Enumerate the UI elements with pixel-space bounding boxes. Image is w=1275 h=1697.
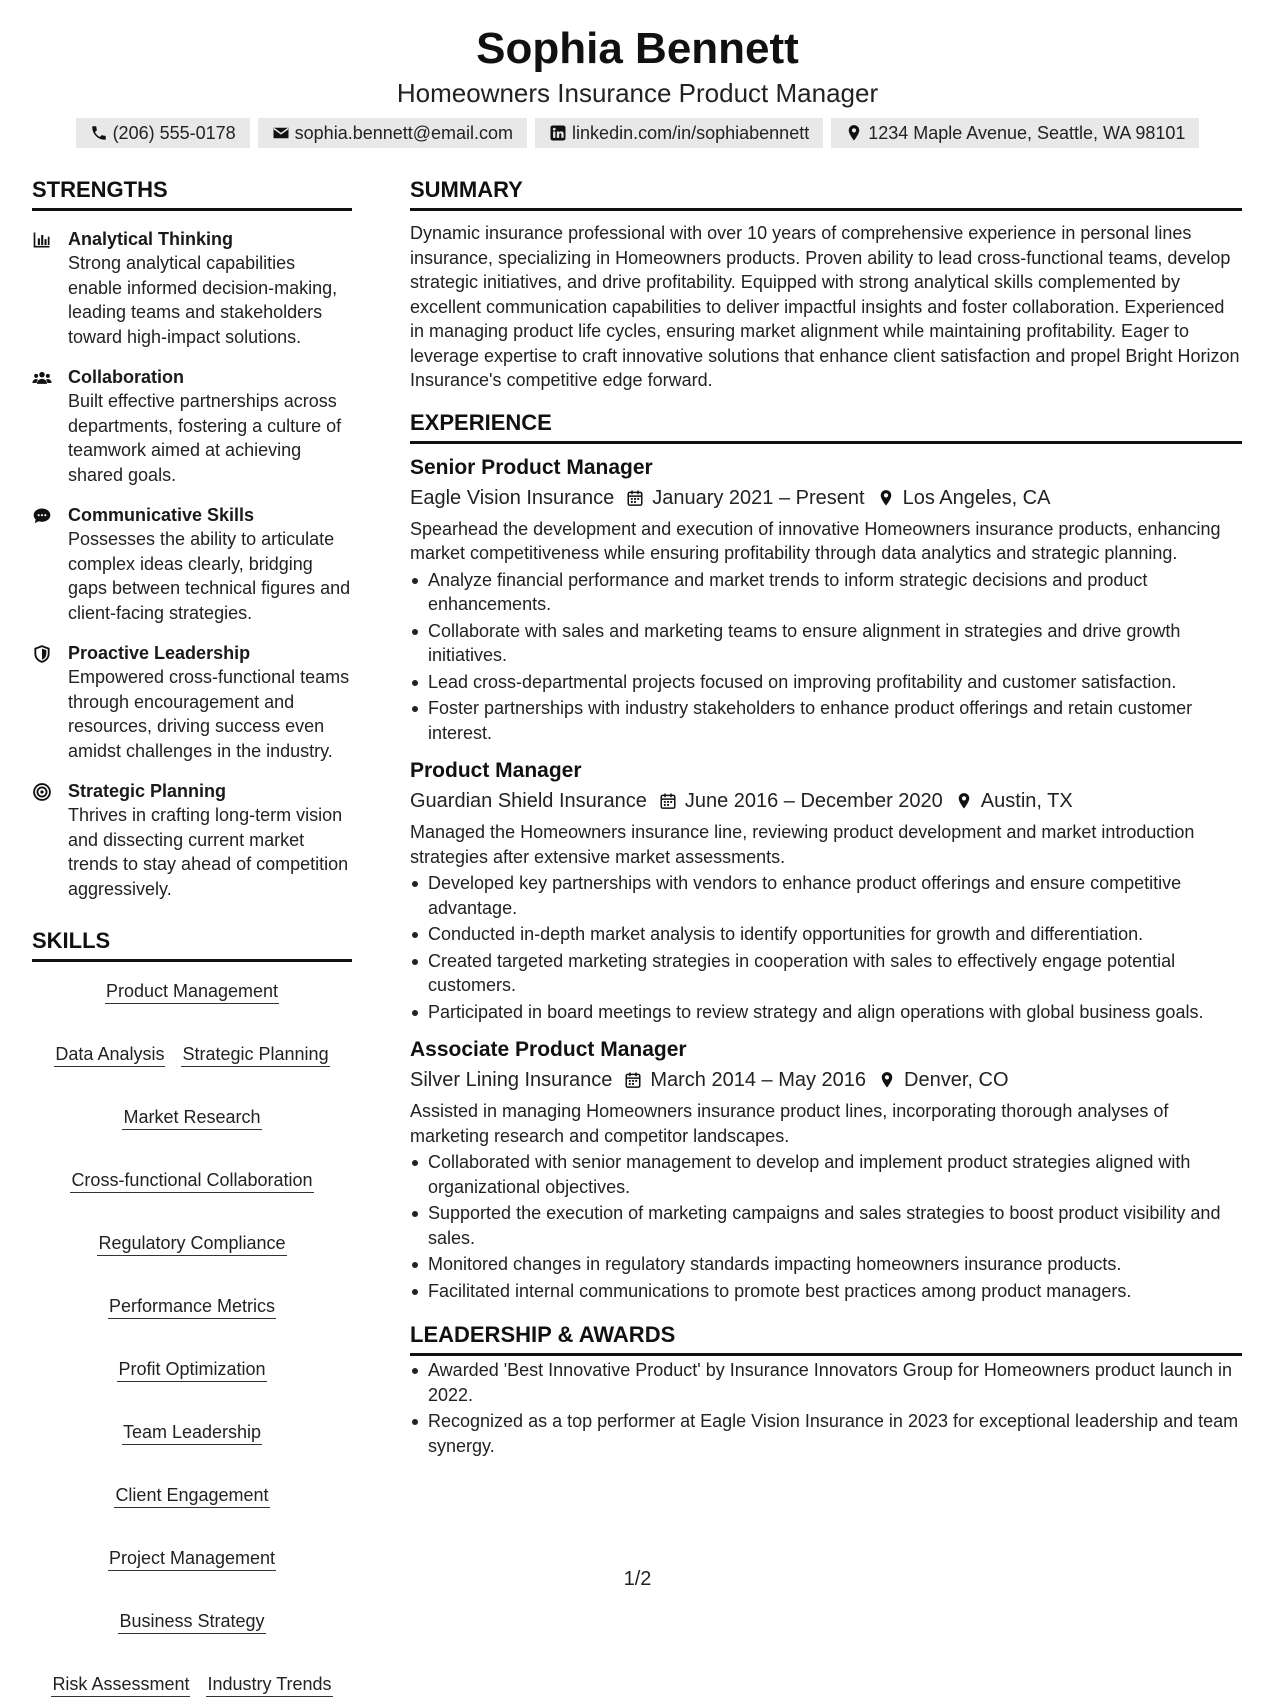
map-pin-icon (845, 124, 863, 142)
skill-tag: Cross-functional Collaboration (70, 1168, 313, 1193)
map-pin-icon (955, 792, 973, 810)
job-meta (410, 1065, 1242, 1095)
contact-bar (0, 118, 1275, 148)
job-bullet: Analyze financial performance and market trends to inform strategic decisions and product enhancements. (410, 568, 1242, 617)
skill-tag: Performance Metrics (108, 1294, 276, 1319)
skills-heading: SKILLS (32, 927, 352, 962)
job-title: Senior Product Manager (410, 455, 653, 479)
summary-heading: SUMMARY (410, 176, 1242, 211)
job-meta (410, 786, 1242, 816)
resume-header (0, 0, 1275, 148)
job-dates: March 2014 – May 2016 (650, 1069, 867, 1091)
contact-email-text: sophia.bennett@email.com (294, 123, 514, 143)
phone-icon (90, 124, 108, 142)
contact-phone[interactable] (76, 118, 250, 148)
job-company: Guardian Shield Insurance (410, 790, 647, 812)
job-bullets (410, 1150, 1242, 1303)
linkedin-icon (549, 124, 567, 142)
award-item: Recognized as a top performer at Eagle Vision Insurance in 2023 for exceptional leadership and team synergy. (410, 1409, 1242, 1458)
skill-tag: Project Management (108, 1546, 276, 1571)
strength-item (32, 641, 352, 763)
job-bullet: Monitored changes in regulatory standards impacting homeowners insurance products. (410, 1252, 1242, 1277)
skill-tag: Regulatory Compliance (97, 1231, 286, 1256)
job-bullet: Facilitated internal communications to promote best practices among product managers. (410, 1279, 1242, 1304)
contact-phone-text: (206) 555-0178 (112, 123, 236, 143)
contact-email[interactable] (258, 118, 527, 148)
job-bullet: Collaborate with sales and marketing teams to ensure alignment in strategies and drive growth initiatives. (410, 619, 1242, 668)
strength-item (32, 779, 352, 901)
job-bullet: Participated in board meetings to review strategy and align operations with global business goals. (410, 1000, 1242, 1025)
job-bullet: Foster partnerships with industry stakeholders to enhance product offerings and retain customer interest. (410, 696, 1242, 745)
job-location: Austin, TX (980, 790, 1073, 812)
calendar-icon (659, 792, 677, 810)
job-description: Managed the Homeowners insurance line, reviewing product development and market introduction strategies after extensive market assessments. (410, 822, 1195, 867)
skill-tag: Market Research (122, 1105, 261, 1130)
job-title: Product Manager (410, 759, 582, 782)
job-bullet: Created targeted marketing strategies in cooperation with sales to effectively engage potential customers. (410, 949, 1242, 998)
job-bullet: Supported the execution of marketing campaigns and sales strategies to boost product visibility and sales. (410, 1201, 1242, 1250)
skill-tag: Profit Optimization (117, 1357, 266, 1382)
skill-tag: Product Management (105, 979, 279, 1004)
job-entry (410, 1036, 1242, 1303)
strength-description: Strong analytical capabilities enable informed decision-making, leading teams and stakeholders toward high-impact solutions. (68, 253, 338, 347)
job-description: Assisted in managing Homeowners insurance product lines, incorporating thorough analyses of marketing research and competitor landscapes. (410, 1101, 1169, 1146)
awards-heading: LEADERSHIP & AWARDS (410, 1321, 1242, 1356)
job-title: Associate Product Manager (410, 1038, 687, 1061)
strengths-heading: STRENGTHS (32, 176, 352, 211)
strength-title: Proactive Leadership (68, 643, 251, 663)
job-bullet: Conducted in-depth market analysis to identify opportunities for growth and differentiation. (410, 922, 1242, 947)
job-location: Los Angeles, CA (902, 486, 1051, 509)
job-entry (410, 757, 1242, 1024)
job-bullets (410, 871, 1242, 1024)
candidate-headline: Homeowners Insurance Product Manager (396, 78, 879, 108)
contact-address[interactable] (831, 118, 1199, 148)
skill-tag: Strategic Planning (181, 1042, 329, 1067)
candidate-name: Sophia Bennett (476, 24, 799, 73)
map-pin-icon (877, 489, 895, 507)
job-bullet: Collaborated with senior management to develop and implement product strategies aligned with organizational objectives. (410, 1150, 1242, 1199)
job-bullet: Lead cross-departmental projects focused on improving profitability and customer satisfaction. (410, 670, 1242, 695)
contact-linkedin-text: linkedin.com/in/sophiabennett (572, 123, 810, 143)
contact-linkedin[interactable] (535, 118, 823, 148)
contact-address-text: 1234 Maple Avenue, Seattle, WA 98101 (868, 123, 1186, 143)
skill-tag: Team Leadership (122, 1420, 262, 1445)
strength-title: Analytical Thinking (68, 229, 234, 249)
job-bullet: Developed key partnerships with vendors to enhance product offerings and ensure competitive advantage. (410, 871, 1242, 920)
calendar-icon (626, 489, 644, 507)
summary-text: Dynamic insurance professional with over 10 years of comprehensive experience in personal lines insurance, specializing in Homeowners products. Proven ability to lead cross-functional teams, develop strategic initiatives, and drive profitability. Equipped with strong analytical skills complemented by excellent communication capabilities to deliver impactful insights and foster collaboration. Experienced in managing product life cycles, ensuring market alignment while maintaining profitability. Eager to leverage expertise to craft innovative solutions that enhance client satisfaction and propel Bright Horizon Insurance's competitive edge forward. (410, 223, 1240, 390)
job-company: Eagle Vision Insurance (410, 486, 615, 509)
job-description: Spearhead the development and execution of innovative Homeowners insurance products, enhancing market competitiveness while ensuring profitability through data analytics and strategic planning. (410, 518, 1221, 563)
envelope-icon (272, 124, 290, 142)
bar-chart-icon (32, 230, 52, 250)
skill-tag: Client Engagement (114, 1483, 269, 1508)
experience-heading: EXPERIENCE (410, 409, 1242, 444)
strength-item (32, 227, 352, 349)
job-bullets (410, 568, 1242, 746)
target-icon (32, 782, 52, 802)
strength-title: Communicative Skills (68, 505, 255, 525)
skill-tag: Data Analysis (54, 1042, 165, 1067)
job-dates: June 2016 – December 2020 (684, 790, 943, 812)
skill-tag: Risk Assessment (51, 1672, 190, 1697)
awards-list (410, 1358, 1242, 1458)
strength-description: Built effective partnerships across departments, fostering a culture of teamwork aimed at achieving shared goals. (68, 391, 342, 485)
skill-tag: Industry Trends (206, 1672, 332, 1697)
users-icon (32, 368, 52, 388)
map-pin-icon (878, 1071, 896, 1089)
page-number: 1/2 (623, 1568, 652, 1590)
job-location: Denver, CO (904, 1069, 1009, 1091)
strength-description: Possesses the ability to articulate complex ideas clearly, bridging gaps between technical figures and client-facing strategies. (68, 529, 351, 623)
job-entry (410, 454, 1242, 746)
job-company: Silver Lining Insurance (410, 1069, 613, 1091)
calendar-icon (624, 1071, 642, 1089)
job-dates: January 2021 – Present (652, 486, 865, 509)
job-meta (410, 483, 1242, 513)
strength-item (32, 503, 352, 625)
right-column (410, 176, 1242, 1458)
speech-bubble-icon (32, 506, 52, 526)
left-column (32, 176, 352, 1697)
award-item: Awarded 'Best Innovative Product' by Insurance Innovators Group for Homeowners product launch in 2022. (410, 1358, 1242, 1407)
shield-icon (32, 644, 52, 664)
strength-description: Empowered cross-functional teams through encouragement and resources, driving success even amidst challenges in the industry. (68, 667, 350, 761)
strength-title: Strategic Planning (68, 781, 227, 801)
strength-description: Thrives in crafting long-term vision and dissecting current market trends to stay ahead of competition aggressively. (68, 805, 349, 899)
strength-title: Collaboration (68, 367, 184, 387)
skill-tag: Business Strategy (118, 1609, 265, 1634)
strength-item (32, 365, 352, 487)
